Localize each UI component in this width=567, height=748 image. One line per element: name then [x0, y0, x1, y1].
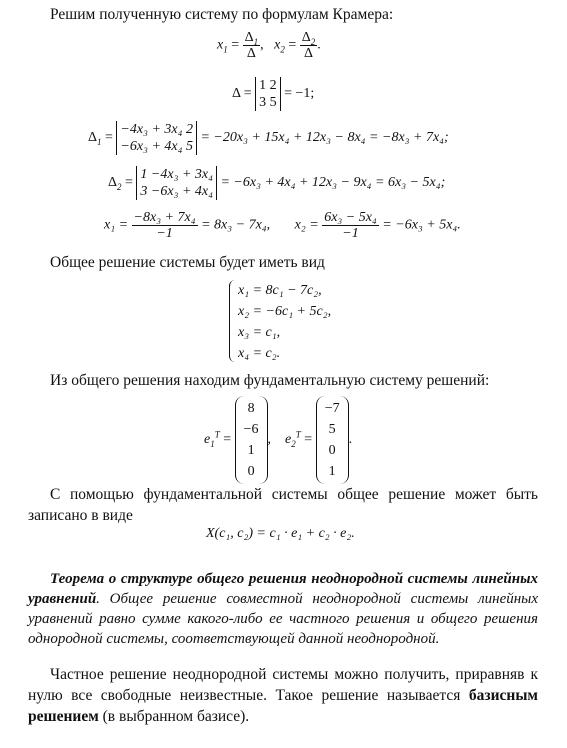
theorem-paragraph [28, 569, 538, 649]
system-line-2: x₂ = −6c₁ + 5c₂, [238, 304, 332, 319]
system-line-4: x₄ = c₂. [238, 346, 281, 361]
general-solution-intro: Общее решение системы будет иметь вид [50, 254, 325, 271]
theorem-body: . Общее решение совместной неоднородной системы линейных уравнений равно сумме какого-либо ее частного решения и общего решения однородной системы, соответствующей данной неоднородной. [28, 591, 538, 647]
vector-e2: −7 5 0 1 [316, 396, 349, 484]
fundamental-vectors: $e_1^T$ = 8 −6 1 0 , $e_2^T$ = −7 5 0 1 . [204, 396, 352, 484]
general-system [238, 280, 331, 364]
delta2-equation: $\Delta_2$ = 1 −4x₃ + 3x₄ 3 −6x₃ + 4x₄ = −6x₃ + 4x₄ + 12x₃ − 9x₄ = 6x₃ − 5x₄; [108, 167, 446, 199]
delta2-determinant: 1 −4x₃ + 3x₄ 3 −6x₃ + 4x₄ [136, 166, 217, 200]
delta1-determinant: −4x₃ + 3x₄ 2 −6x₃ + 4x₄ 5 [116, 121, 197, 155]
basic-solution-paragraph: Частное решение неоднородной системы можно получить, приравняв к нулю все свободные неизвестные. Такое решение называется базисным решением (в выбранном базисе). [28, 666, 538, 725]
system-line-3: x₃ = c₁, [238, 325, 281, 340]
system-brace [229, 280, 236, 362]
basic-solution-term: базисным решением [28, 687, 538, 725]
system-line-1: x₁ = 8c₁ − 7c₂, [238, 283, 322, 298]
fundamental-intro: Из общего решения находим фундаментальную систему решений: [50, 372, 490, 389]
cramer-formulas: $x_1$ = $\frac{\Delta_1}{\Delta}$ , $x_2$ = $\frac{\Delta_2}{\Delta}$ . [217, 30, 321, 61]
delta-equation: Δ = 1 2 3 5 = −1; [232, 78, 315, 110]
intro-text: Решим полученную систему по формулам Крамера: [50, 6, 394, 23]
solution-equation: x₁ = $\frac{\text{−8x₃ + 7x₄}}{-1}$ = 8x₃ − 7x₄, x₂ = $\frac{\text{6x₃ − 5x₄}}{-1}$ = −6x₃ + 5x₄. [104, 210, 461, 241]
general-solution-vector-form: X(c₁, c₂) = c₁ · e₁ + c₂ · e₂. [206, 526, 355, 541]
fundamental-text: С помощью фундаментальной системы общее решение может быть записано в виде [28, 486, 538, 524]
vector-e1: 8 −6 1 0 [235, 396, 268, 484]
delta-determinant: 1 2 3 5 [255, 77, 281, 111]
delta1-equation: $\Delta_1$ = −4x₃ + 3x₄ 2 −6x₃ + 4x₄ 5 = −20x₃ + 15x₄ + 12x₃ − 8x₄ = −8x₃ + 7x₄; [88, 122, 449, 154]
theorem-title: Теорема о структуре общего решения неоднородной системы линейных уравнений [28, 571, 538, 607]
